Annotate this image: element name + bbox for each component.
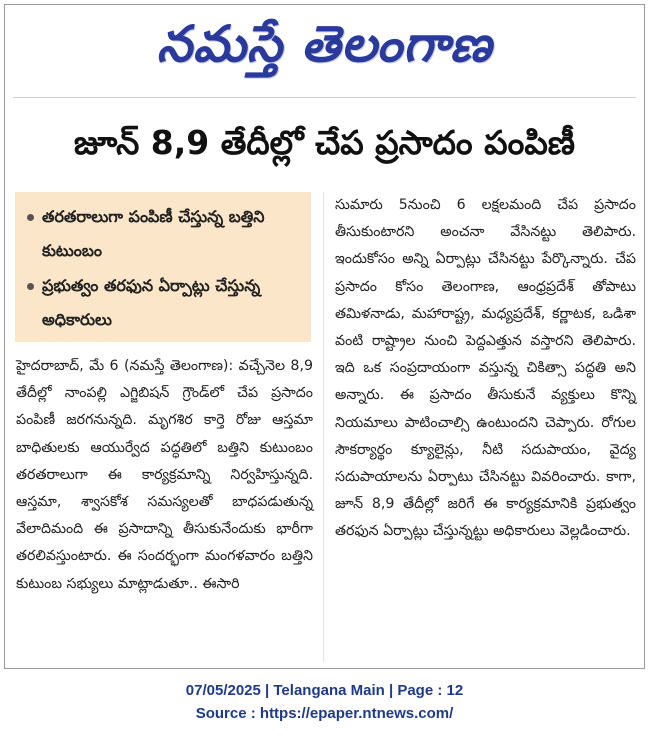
bullet-icon — [27, 214, 34, 221]
edition-info: 07/05/2025 | Telangana Main | Page : 12 — [185, 682, 464, 699]
bullet-icon — [27, 283, 34, 290]
highlights-box — [15, 192, 311, 342]
highlight-item — [27, 269, 301, 337]
article-body-right: సుమారు 5నుంచి 6 లక్షలమంది చేప ప్రసాదం తీసుకుంటారని అంచనా వేసినట్టు తెలిపారు. ఇందుకోసం అన్ని ఏర్పాట్లు చేసినట్టు పేర్కొన్నారు. చేప ప్రసాదం కోసం తెలంగాణ, ఆంధ్రప్రదేశ్ తోపాటు తమిళనాడు, మహారాష్ట్ర, మధ్యప్రదేశ్, కర్ణాటక, ఒడిశా వంటి రాష్ట్రాల నుంచి పెద్దఎత్తున వస్తారని తెలిపారు. ఇది ఒక సంప్రదాయంగా వస్తున్న చికిత్సా పద్ధతి అని అన్నారు. ఈ ప్రసాదం తీసుకునే వ్యక్తులు కొన్ని నియమాలు పాటించాల్సి ఉంటుందని చెప్పారు. రోగుల సౌకర్యార్థం క్యూలైన్లు, నీటి సదుపాయం, వైద్య సదుపాయాలను ఏర్పాటు చేసినట్టు వివరించారు. కాగా, జూన్ 8,9 తేదీల్లో జరిగే ఈ కార్యక్రమానికి ప్రభుత్వం తరఫున ఏర్పాట్లు చేస్తున్నట్టు అధికారులు వెల్లడించారు. — [335, 197, 636, 540]
article-right-column — [335, 192, 636, 546]
article-headline: జూన్ 8,9 తేదీల్లో చేప ప్రసాదం పంపిణీ — [73, 123, 576, 162]
column-divider — [323, 192, 324, 662]
masthead-divider — [13, 97, 636, 98]
highlight-text: ప్రభుత్వం తరఫున ఏర్పాట్లు చేస్తున్న అధికారులు — [42, 276, 261, 329]
article-body-left: హైదరాబాద్, మే 6 (నమస్తే తెలంగాణ): వచ్చేనెల 8,9 తేదీల్లో నాంపల్లి ఎగ్జిబిషన్ గ్రౌండ్‌లో చేప ప్రసాదం పంపిణీ జరగనున్నది. మృగశిర కార్తె రోజు ఆస్తమా బాధితులకు ఆయుర్వేద పద్ధతిలో బత్తిని కుటుంబం తరతరాలుగా ఈ కార్యక్రమాన్ని నిర్వహిస్తున్నది. ఆస్తమా, శ్వాసకోశ సమస్యలతో బాధపడుతున్న వేలాదిమంది ఈ ప్రసాదాన్ని తీసుకునేందుకు భారీగా తరలివస్తుంటారు. ఈ సందర్భంగా మంగళవారం బత్తిని కుటుంబ సభ్యులు మాట్లాడుతూ.. ఈసారి — [16, 358, 313, 592]
source-link[interactable]: Source : https://epaper.ntnews.com/ — [195, 705, 454, 722]
clipping-frame — [4, 4, 645, 669]
article-left-column — [16, 353, 313, 598]
highlight-text: తరతరాలుగా పంపిణీ చేస్తున్న బత్తిని కుటుంబం — [42, 207, 265, 260]
highlight-item — [27, 200, 301, 268]
newspaper-masthead: నమస్తే తెలంగాణ — [156, 14, 493, 73]
